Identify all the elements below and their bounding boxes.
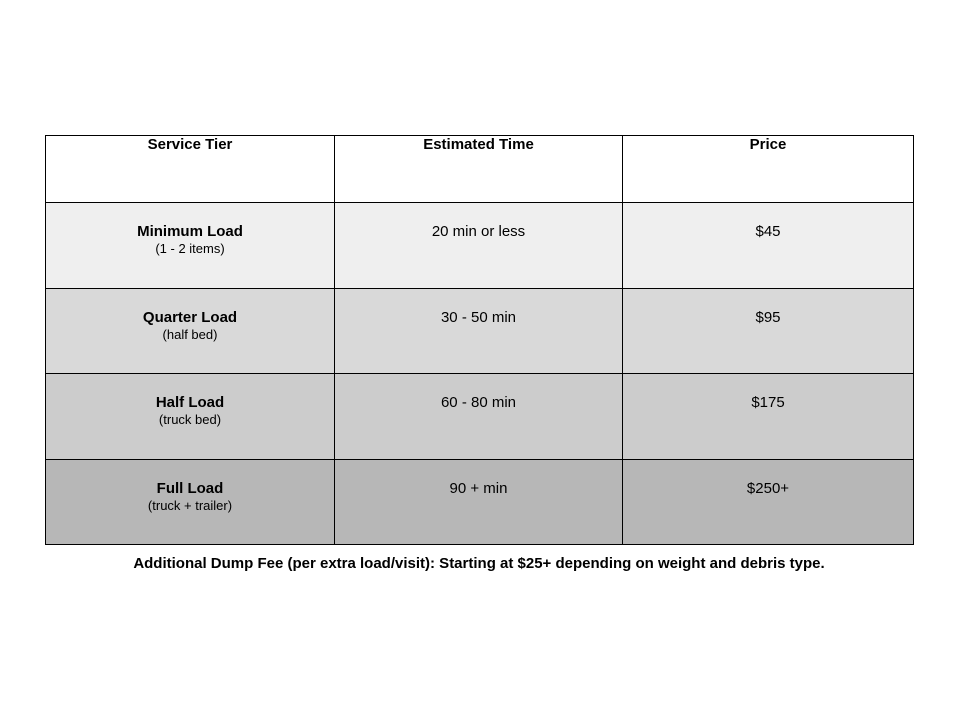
table-header-row [46, 136, 914, 203]
tier-detail: (1 - 2 items) [155, 241, 225, 256]
price-cell [623, 460, 914, 545]
tier-detail: (truck + trailer) [147, 498, 233, 513]
price-cell [623, 374, 914, 460]
tier-cell [46, 460, 335, 545]
tier-detail: (truck bed) [158, 412, 222, 427]
header-estimated-time: Estimated Time [335, 136, 623, 203]
price-value: $175 [751, 394, 785, 411]
tier-name: Quarter Load [142, 309, 238, 326]
table-row [46, 374, 914, 460]
time-value: 30 - 50 min [440, 309, 517, 326]
tier-cell [46, 203, 335, 289]
tier-detail: (half bed) [162, 327, 218, 342]
time-value: 60 - 80 min [440, 394, 517, 411]
pricing-table [45, 135, 914, 545]
price-value: $45 [755, 223, 781, 240]
time-value: 20 min or less [431, 223, 526, 240]
header-service-tier: Service Tier [46, 136, 335, 203]
price-value: $95 [755, 309, 781, 326]
price-cell [623, 289, 914, 374]
tier-name: Half Load [155, 394, 225, 411]
tier-cell [46, 289, 335, 374]
price-cell [623, 203, 914, 289]
time-cell [335, 289, 623, 374]
tier-cell [46, 374, 335, 460]
table-row [46, 203, 914, 289]
time-cell [335, 203, 623, 289]
time-cell [335, 374, 623, 460]
time-cell [335, 460, 623, 545]
tier-name: Full Load [156, 480, 224, 497]
table-row [46, 460, 914, 545]
tier-name: Minimum Load [137, 223, 243, 240]
price-value: $250+ [746, 480, 790, 497]
table-row [46, 289, 914, 374]
time-value: 90 + min [449, 480, 508, 497]
dump-fee-note: Additional Dump Fee (per extra load/visit): Starting at $25+ depending on weight and debris type. [133, 555, 825, 572]
header-price: Price [623, 136, 914, 203]
